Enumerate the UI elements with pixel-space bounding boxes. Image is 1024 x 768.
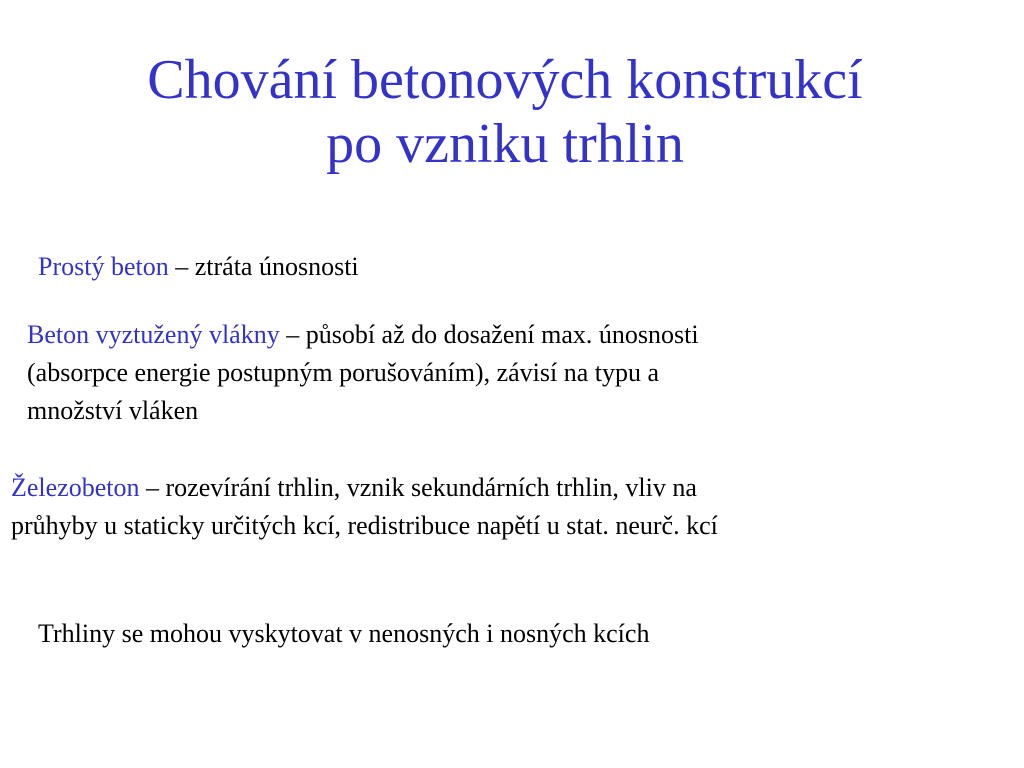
closing-note: Trhliny se mohou vyskytovat v nenosných i nosných kcích xyxy=(38,619,650,648)
slide-title xyxy=(0,48,1010,176)
paragraph-line xyxy=(27,316,699,354)
separator: – xyxy=(139,473,166,502)
separator: – xyxy=(279,320,306,349)
slide-title-line-1: Chování betonových konstrukcí xyxy=(147,49,863,111)
term-fiber-concrete: Beton vyztužený vlákny xyxy=(27,320,280,349)
description-text: působí až do dosažení max. únosnosti xyxy=(305,320,699,349)
term-plain-concrete: Prostý beton xyxy=(38,252,169,281)
term-reinforced-concrete: Železobeton xyxy=(11,473,140,502)
paragraph-line xyxy=(38,248,359,286)
description-text: (absorpce energie postupným porušováním), závisí na typu a xyxy=(27,358,660,387)
description-text: rozevírání trhlin, vznik sekundárních trhlin, vliv na xyxy=(165,473,697,502)
description-text: průhyby u staticky určitých kcí, redistribuce napětí u stat. neurč. kcí xyxy=(11,511,718,540)
description-text: množství vláken xyxy=(27,396,199,425)
paragraph-fiber-concrete xyxy=(27,316,699,430)
paragraph-line xyxy=(11,469,718,507)
separator: – xyxy=(168,252,195,281)
slide-title-line-2: po vzniku trhlin xyxy=(326,113,684,175)
description-text: ztráta únosnosti xyxy=(194,252,359,281)
paragraph-plain-concrete xyxy=(38,248,359,286)
paragraph-reinforced-concrete xyxy=(11,469,718,545)
